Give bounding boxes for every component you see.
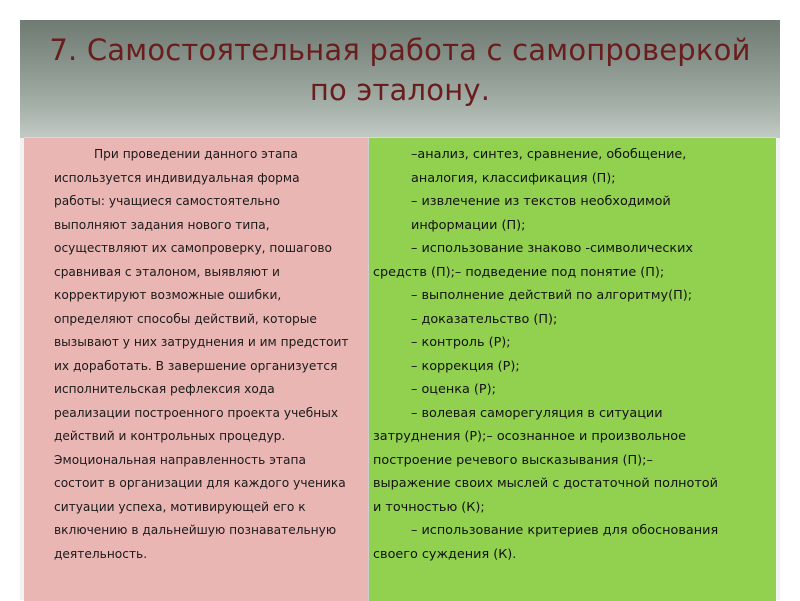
description-line: определяют способы действий, которые [54,311,317,326]
description-line: работы: учащиеся самостоятельно [54,194,280,208]
description-line: действий и контрольных процедур. [54,429,286,443]
skill-line: выражение своих мыслей с достаточной полнотой [373,476,718,491]
description-line: ситуации успеха, мотивирующей его к [54,499,306,514]
description-line: деятельность. [54,546,148,561]
description-line: их доработать. В завершение организуется [54,358,338,373]
slide-title-line-1: 7. Самостоятельная работа с самопроверкой [49,33,751,67]
skill-line: – волевая саморегуляция в ситуации [411,405,663,421]
description-text [54,143,358,566]
skills-list [369,143,770,566]
slide-title [20,30,780,134]
description-cell [24,138,369,601]
skill-line: – коррекция (Р); [411,358,520,374]
slide-title-line-2: по эталону. [309,73,491,107]
skill-line: – выполнение действий по алгоритму(П); [411,288,693,303]
description-line: включению в дальнейшую познавательную [54,523,337,537]
skill-line: своего суждения (К). [373,546,517,562]
description-line: При проведении данного этапа [94,147,298,161]
skill-line: – извлечение из текстов необходимой [411,194,671,209]
skill-line: и точностью (К); [373,499,485,515]
skill-line: – использование знаково -символических [411,241,693,256]
skill-line: – оценка (Р); [411,382,496,397]
skill-line: информации (П); [411,217,526,233]
description-line: исполнительская рефлексия хода [54,382,275,396]
skill-line: аналогия, классификация (П); [411,170,616,186]
description-line: корректируют возможные ошибки, [54,288,282,302]
skills-cell [369,138,776,601]
skill-line: средств (П);– подведение под понятие (П); [373,264,665,280]
skill-line: затруднения (Р);– осознанное и произвольное [373,429,687,444]
description-line: выполняют задания нового типа, [54,217,270,232]
description-line: Эмоциональная направленность этапа [54,452,306,467]
description-line: используется индивидуальная форма [54,170,300,185]
description-line: вызывают у них затруднения и им предстоит [54,335,349,349]
description-line: осуществляют их самопроверку, пошагово [54,241,332,255]
content-table [24,137,776,601]
skill-line: – использование критериев для обоснования [411,523,719,538]
skill-line: –анализ, синтез, сравнение, обобщение, [411,147,687,162]
description-line: сравнивая с эталоном, выявляют и [54,264,280,279]
skill-line: построение речевого высказывания (П);– [373,452,653,468]
skill-line: – доказательство (П); [411,311,558,327]
skill-line: – контроль (Р); [411,335,511,350]
description-line: реализации построенного проекта учебных [54,405,339,420]
description-line: состоит в организации для каждого ученика [54,476,346,490]
